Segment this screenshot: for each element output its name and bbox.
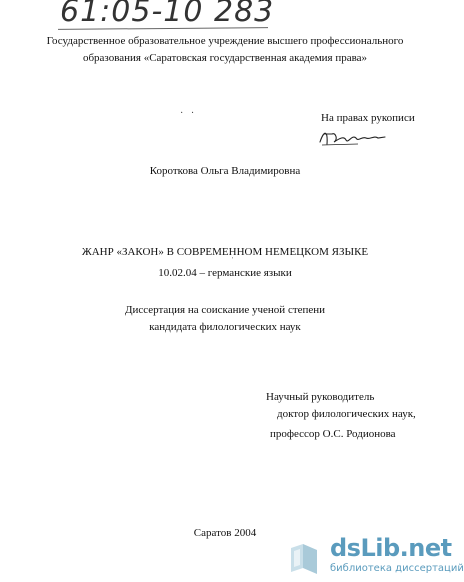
handwritten-signature <box>318 126 388 150</box>
dslib-watermark <box>283 534 464 580</box>
dslib-logo-icon <box>283 536 327 580</box>
degree-line-1: Диссертация на соискание ученой степени <box>124 304 326 316</box>
author-name: Короткова Ольга Владимировна <box>149 165 301 177</box>
specialty-code: 10.02.04 – германские языки <box>158 267 292 279</box>
dissertation-title: ЖАНР «ЗАКОН» В СОВРЕМЕННОМ НЕМЕЦКОМ ЯЗЫКЕ <box>81 246 369 258</box>
institution-line-2: образования «Саратовская государственная академия права» <box>82 52 368 64</box>
manuscript-rights: На правах рукописи <box>321 112 415 124</box>
degree-line-2: кандидата филологических наук <box>149 321 301 333</box>
supervisor-label: Научный руководитель <box>266 391 375 403</box>
watermark-subtitle: библиотека диссертаций <box>330 563 464 574</box>
supervisor-degree: доктор филологических наук, <box>277 408 416 420</box>
scan-mark: ' <box>232 256 234 264</box>
watermark-name: dsLib.net <box>330 534 452 562</box>
scan-speck: · · <box>180 108 195 119</box>
city-year: Саратов 2004 <box>193 527 257 539</box>
handwritten-catalog-number: 61:05-10 283 <box>60 0 275 29</box>
supervisor-name: профессор О.С. Родионова <box>270 428 396 440</box>
institution-line-1: Государственное образовательное учреждение высшего профессионального <box>46 35 404 47</box>
